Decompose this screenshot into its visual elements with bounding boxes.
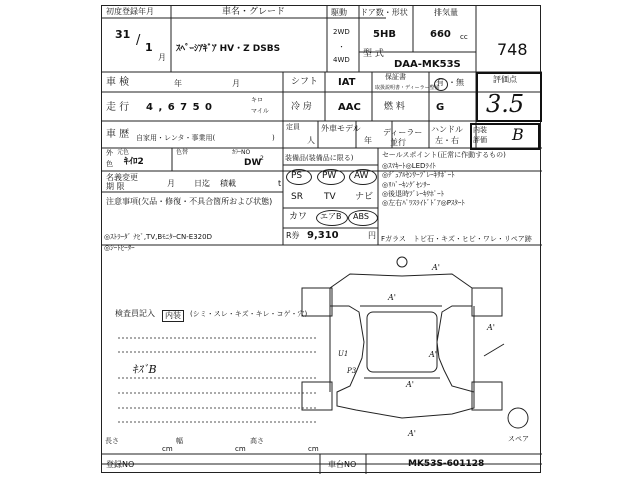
width-cm: cm [235, 445, 246, 453]
length-cm: cm [162, 445, 173, 453]
height-label: 高さ [250, 437, 264, 445]
door-shape: 5HB [373, 29, 396, 40]
note-line-2: ◎ｼｰﾄﾋｰﾀｰ [104, 244, 135, 252]
equipment-sr: SR [291, 192, 303, 202]
diagram-mark-p3: P3 [347, 367, 357, 375]
history-label: 車 歴 [106, 129, 130, 140]
warranty-label: 保証書 [385, 73, 406, 81]
inspection-label: 車 検 [106, 77, 130, 88]
history-options: 自家用・レンタ・事業用( [136, 134, 216, 142]
shift-value: IAT [338, 77, 356, 88]
original-color: ｷｲﾛ2 [124, 157, 144, 167]
handle-value: 左・右 [435, 136, 459, 145]
displacement: 660 [430, 29, 451, 40]
sales-point-3: ◎ﾘﾊﾞｰｷﾝｸﾞｾﾝｻｰ [382, 181, 431, 189]
dealer-label: ディーラー [383, 128, 423, 137]
note-line-1: ◎ｽﾄﾗｰﾀﾞ ﾅﾋﾞ,TV,BﾓﾆﾀｰCN-E320D [104, 233, 212, 241]
mile-label: マイル [251, 108, 269, 115]
warranty-yes: 有 [436, 78, 444, 87]
model: DAA-MK53S [394, 59, 461, 70]
inspector-interior: 内装 [162, 310, 184, 322]
diagram-mark-right: A' [487, 323, 495, 332]
score-label: 評価点 [493, 75, 517, 84]
door-shape-label: ドア数・形状 [360, 8, 408, 17]
sales-point-4: ◎後退時ﾌﾞﾚｰｷｻﾎﾟｰﾄ [382, 190, 445, 198]
interior-label: 内装 [473, 126, 487, 134]
car-diagram [302, 257, 528, 428]
exterior-label: 外 [106, 149, 113, 157]
exterior-model-unit: 年 [364, 136, 372, 145]
mileage-label: 走 行 [106, 102, 130, 113]
cc-unit: cc [460, 33, 468, 41]
color-no: DW [244, 158, 262, 168]
glass-label: Fガラス [381, 235, 406, 243]
name-grade-label: 車名・グレード [222, 7, 286, 17]
inspection-year-label: 年 [174, 79, 182, 88]
ac-label: 冷 房 [291, 102, 312, 112]
equipment-pw: PW [322, 171, 337, 181]
interior-box [470, 123, 540, 150]
drive-2wd: 2WD [333, 28, 350, 36]
auction-sheet [101, 5, 541, 473]
color-no-label: ｶﾗｰNO [232, 149, 251, 156]
height-cm: cm [308, 445, 319, 453]
displacement-label: 排気量 [434, 8, 458, 17]
diagram-mark-hood: A' [388, 293, 396, 302]
capacity-unit: 人 [307, 136, 315, 145]
glass-options: トビ石・キズ・ヒビ・ワレ・リペア跡 [413, 235, 532, 243]
diagram-mark-u1: U1 [338, 350, 349, 358]
equipment-airbag: エアB [320, 212, 342, 221]
drive-dot: ・ [338, 43, 345, 51]
mileage-value: 4 , 6 7 5 0 [146, 102, 213, 113]
drive-label: 駆動 [331, 8, 347, 17]
capacity-label: 定員 [286, 123, 300, 131]
equipment-navi: ナビ [355, 192, 374, 202]
equipment-leather: カワ [289, 212, 308, 222]
reg-slash: / [136, 33, 141, 48]
score-box [476, 72, 542, 122]
reg-no-label: 登録NO [106, 460, 135, 469]
spare-label: スペア [508, 435, 529, 443]
ac-value: AAC [338, 102, 361, 113]
ton-label: t [278, 179, 282, 188]
reg-month: 1 [145, 41, 153, 54]
diagram-mark-bottom: A' [408, 429, 416, 438]
color-label: 色 [106, 160, 113, 168]
model-label: 型 式 [363, 49, 384, 59]
diagram-mark-rear: A' [406, 380, 414, 389]
chassis-label: 車台NO [328, 460, 357, 469]
sales-point-2: ◎ﾃﾞｭｱﾙｾﾝｻｰﾌﾞﾚｰｷｻﾎﾟｰﾄ [382, 171, 455, 179]
first-reg-label: 初度登録年月 [106, 7, 154, 16]
handle-label: ハンドル [431, 125, 463, 134]
color-change-label: 色替 [176, 149, 189, 156]
equipment-tv: TV [324, 192, 336, 202]
inspector-handwritten: ｷｽﾞB [132, 363, 157, 376]
recycle-unit: 円 [368, 231, 376, 240]
inspector-label: 検査員記入 [115, 309, 155, 318]
equipment-aw: AW [354, 171, 369, 181]
inspector-options: (シミ・スレ・キズ・キレ・コゲ・穴) [190, 310, 308, 318]
recycle-label: R券 [286, 231, 300, 240]
reg-month-unit: 月 [158, 53, 166, 62]
name-change-label: 名義変更 [106, 173, 138, 182]
drive-4wd: 4WD [333, 56, 350, 64]
interior-grade: B [512, 125, 524, 144]
history-close: ) [272, 134, 275, 142]
color-no-sup: 2 [260, 155, 264, 162]
exterior-model-label: 外車モデル [321, 124, 361, 133]
sales-point-1: ◎ｽﾏｷｰﾄ◎LEDﾗｲﾄ [382, 162, 436, 170]
deadline-label: 期 限 [106, 182, 125, 191]
sales-point-5: ◎左右ﾊﾟﾜｽﾗｲﾄﾞﾄﾞｱ◎Pｽﾀｰﾄ [382, 199, 465, 207]
deadline-day: 日迄 [194, 179, 210, 188]
equipment-header: 装備品(装備品に限る) [285, 154, 354, 162]
shift-label: シフト [291, 77, 319, 87]
fuel-label: 燃 料 [384, 102, 405, 112]
car-name: ｽﾍﾟｰｼｱｷﾞｱ HV・Z DSBS [176, 44, 281, 54]
sales-header: セールスポイント(正常に作動するもの) [382, 151, 506, 159]
diagram-mark-roof: A' [429, 350, 437, 359]
chassis-number: MK53S-601128 [408, 459, 485, 469]
score-value: 3.5 [486, 90, 525, 118]
diagram-mark-top: A' [432, 263, 440, 272]
recycle-value: 9,310 [307, 230, 339, 241]
lot-number: 748 [497, 40, 528, 59]
warranty-no: ・無 [448, 78, 464, 87]
inspection-month-label: 月 [232, 79, 240, 88]
length-label: 長さ [105, 437, 119, 445]
equipment-ps: PS [291, 171, 303, 181]
load-label: 積載 [220, 179, 236, 188]
original-color-label: 元色 [117, 149, 130, 156]
fuel-value: G [436, 102, 445, 113]
reg-year: 31 [115, 28, 131, 41]
dealer-value: 並行 [390, 138, 406, 147]
caution-label: 注意事項(欠品・修復・不具合箇所および状態) [106, 197, 273, 206]
warranty-sub: 取扱説明書・ディーラー整備 [375, 85, 440, 91]
equipment-abs: ABS [353, 212, 369, 221]
width-label: 幅 [176, 437, 183, 445]
interior-sub: 評価 [473, 136, 487, 144]
deadline-month: 月 [167, 179, 175, 188]
km-label: キロ [251, 97, 264, 104]
